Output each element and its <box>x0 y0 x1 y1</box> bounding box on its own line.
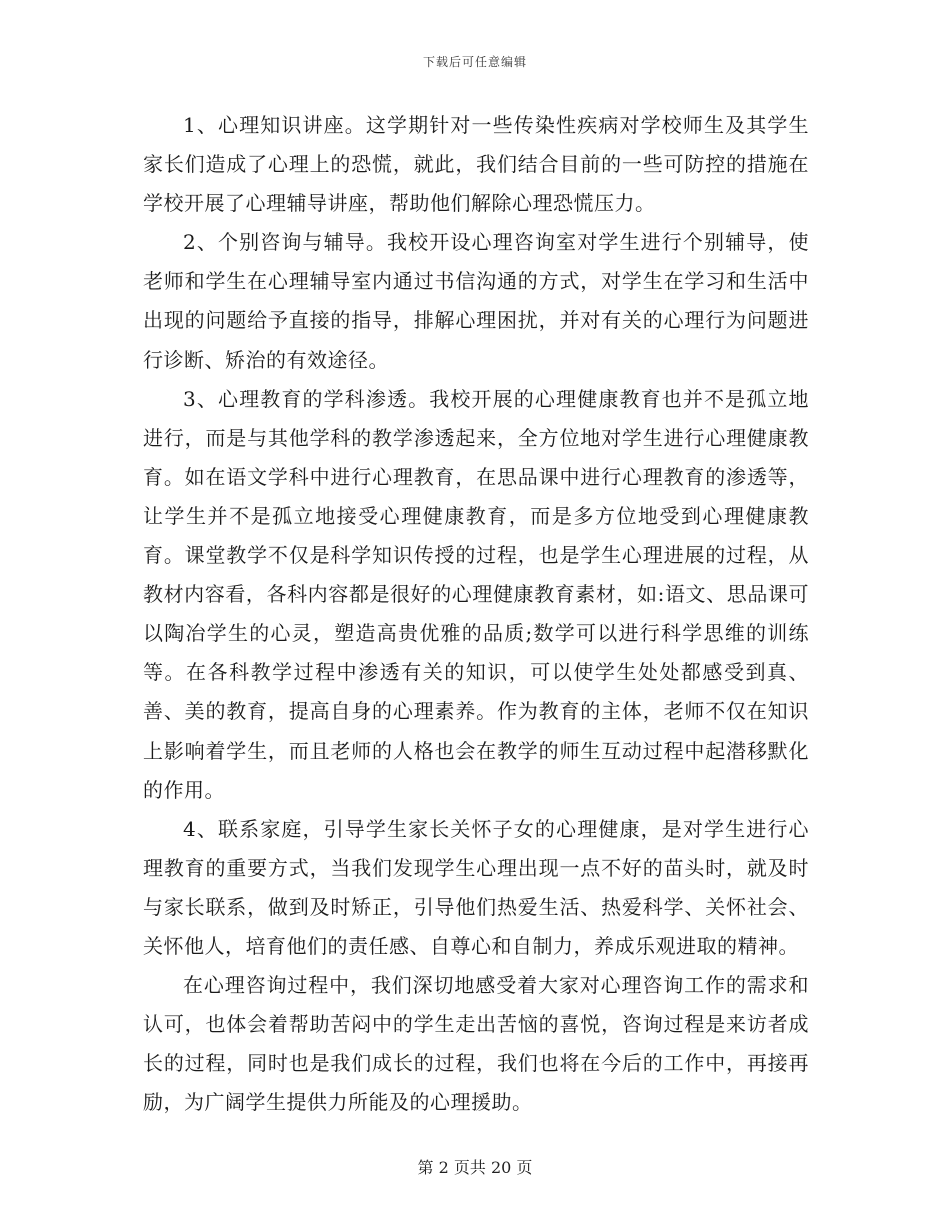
page-header-note: 下载后可任意编辑 <box>422 55 527 69</box>
paragraph-subject-integration: 3、心理教育的学科渗透。我校开展的心理健康教育也并不是孤立地进行，而是与其他学科的教学渗透起来，全方位地对学生进行心理健康教育。如在语文学科中进行心理教育，在思品课中进行心理教育的渗透等，让学生并不是孤立地接受心理健康教育，而是多方位地受到心理健康教育。课堂教学不仅是科学知识传授的过程，也是学生心理进展的过程，从教材内容看，各科内容都是很好的心理健康教育素材，如:语文、思品课可以陶冶学生的心灵，塑造高贵优雅的品质;数学可以进行科学思维的训练等。在各科教学过程中渗透有关的知识，可以使学生处处都感受到真、善、美的教育，提高自身的心理素养。作为教育的主体，老师不仅在知识上影响着学生，而且老师的人格也会在教学的师生互动过程中起潜移默化的作用。 <box>143 386 809 802</box>
paragraph-family-contact: 4、联系家庭，引导学生家长关怀子女的心理健康，是对学生进行心理教育的重要方式，当我们发现学生心理出现一点不好的苗头时，就及时与家长联系，做到及时矫正，引导他们热爱生活、热爱科学、关怀社会、关怀他人，培育他们的责任感、自尊心和自制力，养成乐观进取的精神。 <box>143 816 809 958</box>
page-number: 第 2 页共 20 页 <box>417 1158 533 1177</box>
paragraph-conclusion: 在心理咨询过程中，我们深切地感受着大家对心理咨询工作的需求和认可，也体会着帮助苦闷中的学生走出苦恼的喜悦，咨询过程是来访者成长的过程，同时也是我们成长的过程，我们也将在今后的工作中，再接再励，为广阔学生提供力所能及的心理援助。 <box>143 973 809 1115</box>
document-body <box>143 106 809 1122</box>
paragraph-counseling: 2、个别咨询与辅导。我校开设心理咨询室对学生进行个别辅导，使老师和学生在心理辅导室内通过书信沟通的方式，对学生在学习和生活中出现的问题给予直接的指导，排解心理困扰，并对有关的心理行为问题进行诊断、矫治的有效途径。 <box>143 230 809 372</box>
paragraph-lecture: 1、心理知识讲座。这学期针对一些传染性疾病对学校师生及其学生家长们造成了心理上的恐慌，就此，我们结合目前的一些可防控的措施在学校开展了心理辅导讲座，帮助他们解除心理恐慌压力。 <box>143 113 809 216</box>
